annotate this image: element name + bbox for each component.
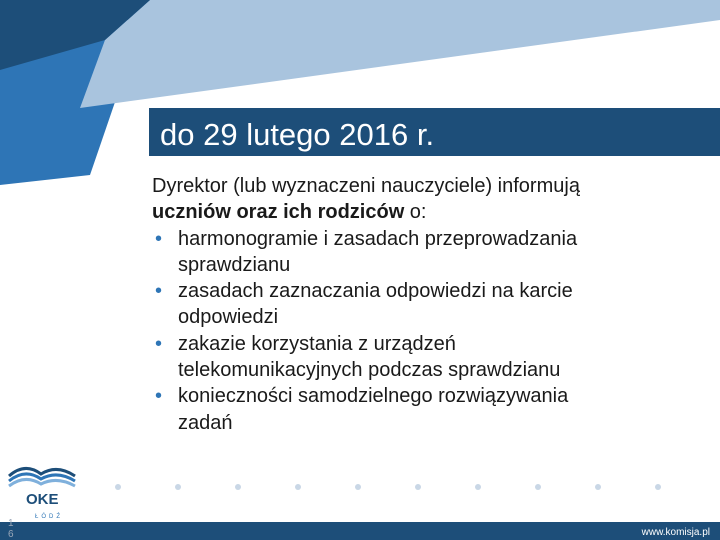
intro-text: Dyrektor (lub wyznaczeni nauczyciele) informują	[152, 175, 580, 197]
intro-line	[152, 173, 712, 199]
footer-url: www.komisja.pl	[641, 527, 710, 538]
page-number: 16	[8, 518, 14, 540]
bullet-text-line: sprawdzianu	[178, 253, 291, 276]
decor-dot	[115, 484, 121, 490]
bullet-icon: •	[155, 385, 163, 408]
light-blue-band	[80, 0, 720, 108]
bullet-text-line: zasadach zaznaczania odpowiedzi na karcie	[178, 280, 573, 303]
bullet-icon: •	[155, 280, 163, 303]
decor-dot	[175, 484, 181, 490]
bullet-item	[152, 278, 712, 331]
decor-dot	[295, 484, 301, 490]
intro-end-text: o:	[404, 201, 427, 224]
intro-line-2	[152, 199, 712, 225]
logo-text: OKE	[26, 491, 59, 508]
bullet-text-line: zakazie korzystania z urządzeń	[178, 332, 456, 355]
bullet-text-line: telekomunikacyjnych podczas sprawdzianu	[178, 359, 561, 382]
bullet-text-line: odpowiedzi	[178, 306, 279, 329]
slide-title: do 29 lutego 2016 r.	[160, 117, 435, 152]
bullet-text-line: konieczności samodzielnego rozwiązywania	[178, 385, 569, 408]
decor-dot	[595, 484, 601, 490]
logo-subtext: ŁÓDŹ	[34, 514, 64, 520]
bullet-item	[152, 226, 712, 279]
bullet-item	[152, 383, 712, 436]
decor-dot	[415, 484, 421, 490]
footer-bar	[0, 522, 720, 540]
bullet-item	[152, 331, 712, 384]
bullet-icon: •	[155, 227, 163, 250]
decor-dot	[355, 484, 361, 490]
dot-row	[0, 480, 720, 494]
slide-content	[152, 173, 712, 436]
intro-bold-text: uczniów oraz ich rodziców	[152, 201, 405, 224]
decor-dot	[475, 484, 481, 490]
bullet-text-line: zadań	[178, 411, 233, 434]
decor-dot	[655, 484, 661, 490]
bullet-icon: •	[155, 332, 163, 355]
decor-dot	[535, 484, 541, 490]
bullet-text-line: harmonogramie i zasadach przeprowadzania	[178, 227, 578, 250]
decor-dot	[235, 484, 241, 490]
